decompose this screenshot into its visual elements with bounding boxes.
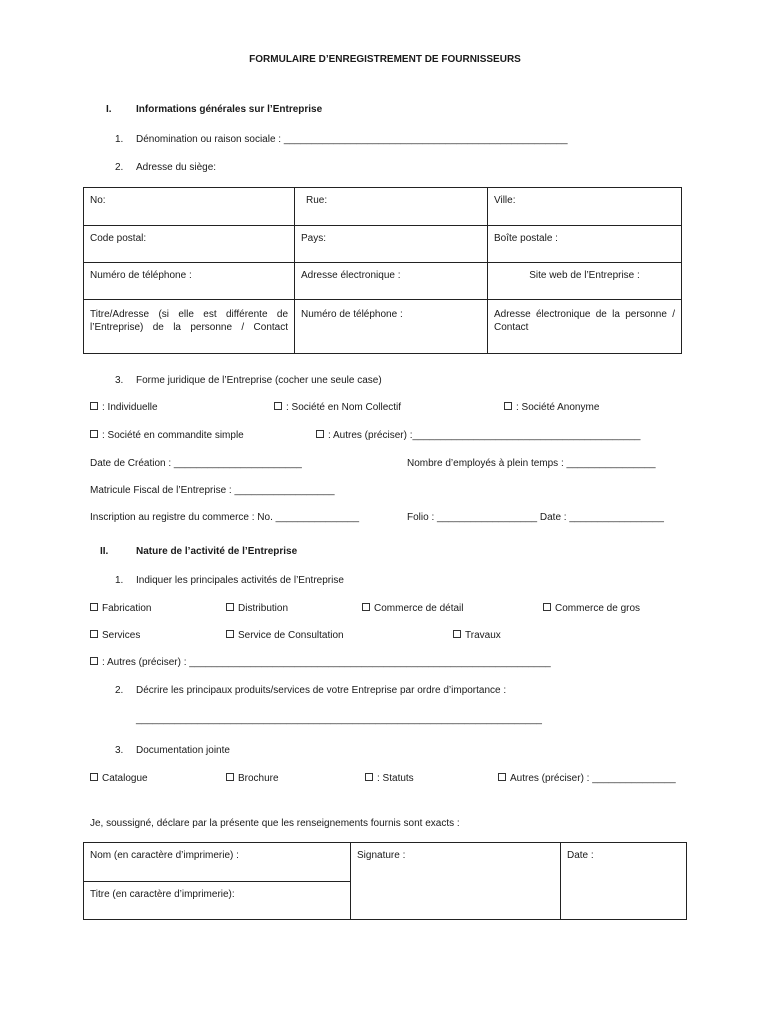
folio-date-field[interactable]: Folio : __________________ Date : _________________ (407, 512, 664, 523)
checkbox-icon (226, 630, 234, 638)
date-field[interactable]: Date : (567, 850, 594, 861)
checkbox-sa[interactable] (504, 402, 599, 413)
titre-field[interactable]: Titre (en caractère d’imprimerie): (90, 889, 235, 900)
checkbox-icon (365, 773, 373, 781)
option-label: Services (102, 630, 141, 641)
checkbox-icon (274, 402, 282, 410)
option-label: Catalogue (102, 773, 148, 784)
checkbox-icon (498, 773, 506, 781)
option-label: : Société Anonyme (516, 402, 600, 413)
checkbox-icon (90, 402, 98, 410)
item2-number: 2. (115, 162, 124, 173)
checkbox-icon (226, 603, 234, 611)
option-label: Distribution (238, 603, 289, 614)
field-boite-postale[interactable]: Boîte postale : (494, 233, 558, 244)
option-label: Commerce de détail (374, 603, 464, 614)
produits-label: Décrire les principaux produits/services de votre Entreprise par ordre d’importance : (136, 685, 507, 696)
checkbox-consultation[interactable] (226, 630, 344, 641)
checkbox-scs[interactable] (90, 430, 244, 441)
option-label: : Société en Nom Collectif (286, 402, 402, 413)
nom-field[interactable]: Nom (en caractère d’imprimerie) : (90, 850, 239, 861)
checkbox-icon (90, 630, 98, 638)
option-label: : Statuts (377, 773, 414, 784)
field-site-web[interactable]: Site web de l’Entreprise : (529, 270, 640, 281)
field-ville[interactable]: Ville: (494, 195, 516, 206)
checkbox-fabrication[interactable] (90, 603, 151, 614)
field-no[interactable]: No: (90, 195, 106, 206)
option-label: Service de Consultation (238, 630, 344, 641)
adresse-label: Adresse du siège: (136, 162, 217, 173)
checkbox-catalogue[interactable] (90, 773, 148, 784)
form-title: FORMULAIRE D’ENREGISTREMENT DE FOURNISSEURS (249, 54, 521, 65)
table-divider (83, 299, 682, 300)
matricule-field[interactable]: Matricule Fiscal de l’Entreprise : __________________ (90, 485, 335, 496)
checkbox-individuelle[interactable] (90, 402, 158, 413)
option-label: Commerce de gros (555, 603, 641, 614)
s2-item2-number: 2. (115, 685, 124, 696)
option-label: : Individuelle (102, 402, 158, 413)
item1-number: 1. (115, 134, 124, 145)
checkbox-icon (226, 773, 234, 781)
field-contact-titre[interactable]: Titre/Adresse (si elle est différente de l’Entreprise) de la personne / Contact (90, 309, 288, 333)
option-label: : Société en commandite simple (102, 430, 244, 441)
checkbox-snc[interactable] (274, 402, 401, 413)
inscription-field[interactable]: Inscription au registre du commerce : No. _______________ (90, 512, 360, 523)
checkbox-commerce-gros[interactable] (543, 603, 640, 614)
option-label: : Autres (préciser) :_________________________________________ (328, 430, 641, 441)
checkbox-icon (90, 773, 98, 781)
section1-number: I. (106, 104, 112, 115)
field-contact-telephone[interactable]: Numéro de téléphone : (301, 309, 403, 320)
nb-employes-field[interactable]: Nombre d’employés à plein temps : ________________ (407, 458, 656, 469)
item3-number: 3. (115, 375, 124, 386)
section2-heading: Nature de l’activité de l’Entreprise (136, 546, 298, 557)
checkbox-icon (90, 430, 98, 438)
field-email[interactable]: Adresse électronique : (301, 270, 401, 281)
checkbox-autres-forme[interactable] (316, 430, 641, 441)
s2-item1-number: 1. (115, 575, 124, 586)
signature-field[interactable]: Signature : (357, 850, 406, 861)
field-telephone[interactable]: Numéro de téléphone : (90, 270, 192, 281)
declaration-text: Je, soussigné, déclare par la présente que les renseignements fournis sont exacts : (90, 818, 460, 829)
checkbox-icon (316, 430, 324, 438)
checkbox-autres-activite[interactable] (90, 657, 551, 668)
option-label: Travaux (465, 630, 501, 641)
checkbox-travaux[interactable] (453, 630, 501, 641)
option-label: Brochure (238, 773, 279, 784)
denomination-field[interactable]: Dénomination ou raison sociale : ___________________________________________________ (136, 134, 568, 145)
checkbox-icon (504, 402, 512, 410)
field-contact-email[interactable]: Adresse électronique de la personne / Contact (494, 309, 675, 333)
option-label: : Autres (préciser) : _________________________________________________________________ (102, 657, 551, 668)
s2-item3-number: 3. (115, 745, 124, 756)
checkbox-icon (453, 630, 461, 638)
field-code-postal[interactable]: Code postal: (90, 233, 147, 244)
field-pays[interactable]: Pays: (301, 233, 327, 244)
checkbox-icon (543, 603, 551, 611)
forme-juridique-label: Forme juridique de l’Entreprise (cocher une seule case) (136, 375, 382, 386)
date-creation-field[interactable]: Date de Création : _______________________ (90, 458, 302, 469)
section1-heading: Informations générales sur l’Entreprise (136, 104, 323, 115)
option-label: Autres (préciser) : _______________ (510, 773, 676, 784)
field-rue[interactable]: Rue: (306, 195, 328, 206)
checkbox-autres-doc[interactable] (498, 773, 676, 784)
activites-label: Indiquer les principales activités de l’Entreprise (136, 575, 344, 586)
checkbox-icon (90, 603, 98, 611)
checkbox-services[interactable] (90, 630, 140, 641)
checkbox-icon (90, 657, 98, 665)
option-label: Fabrication (102, 603, 152, 614)
documentation-label: Documentation jointe (136, 745, 230, 756)
checkbox-statuts[interactable] (365, 773, 414, 784)
checkbox-distribution[interactable] (226, 603, 288, 614)
produits-field[interactable]: _________________________________________________________________________ (136, 714, 542, 725)
checkbox-icon (362, 603, 370, 611)
checkbox-commerce-detail[interactable] (362, 603, 463, 614)
section2-number: II. (100, 546, 109, 557)
checkbox-brochure[interactable] (226, 773, 279, 784)
